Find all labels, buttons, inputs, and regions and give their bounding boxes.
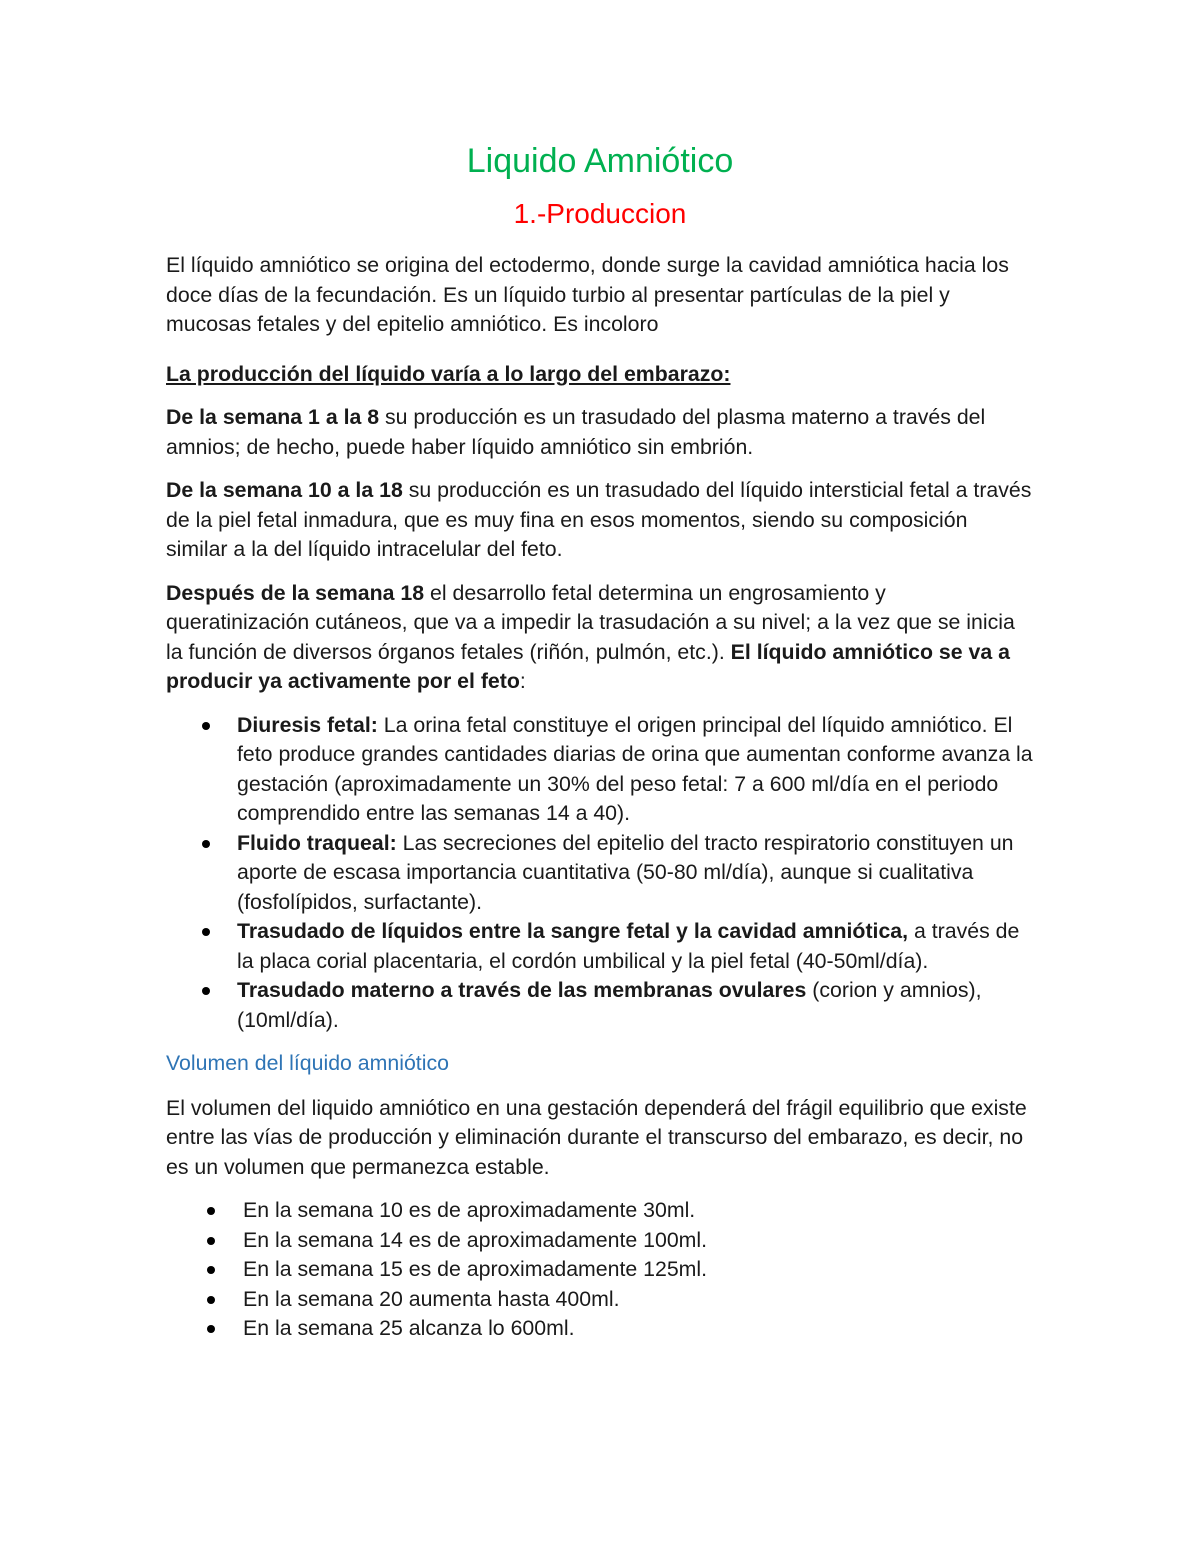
list-item-text: En la semana 15 es de aproximadamente 125ml. (243, 1257, 708, 1281)
list-item (237, 711, 1034, 829)
list-item-bold: Diuresis fetal: (237, 712, 378, 737)
list-item (243, 1196, 1034, 1226)
bullet-icon (202, 840, 210, 848)
paragraph-after-week-18-text: el desarrollo fetal determina un engrosamiento y queratinización cutáneos, que va a impedir la trasudación a su nivel; a la vez que se inicia la función de diversos órganos fetales (riñón, pulmón, etc.). (166, 580, 1015, 664)
production-heading: La producción del líquido varía a lo largo del embarazo: (166, 361, 731, 386)
list-item-bold: Trasudado de líquidos entre la sangre fetal y la cavidad amniótica, (237, 919, 909, 943)
bullet-icon (207, 1237, 215, 1245)
list-item-text: En la semana 20 aumenta hasta 400ml. (243, 1286, 620, 1311)
bullet-icon (207, 1325, 215, 1333)
paragraph-week-1-8-bold: De la semana 1 a la 8 (166, 405, 380, 429)
bullet-icon (207, 1296, 215, 1304)
bullet-icon (207, 1207, 215, 1215)
paragraph-week-10-18-bold: De la semana 10 a la 18 (166, 478, 403, 502)
paragraph-after-week-18 (166, 579, 1034, 697)
list-item (243, 1285, 1034, 1315)
bullet-icon (202, 987, 210, 995)
volume-section-title: Volumen del líquido amniótico (166, 1051, 449, 1075)
paragraph-week-1-8-text: su producción es un trasudado del plasma materno a través del amnios; de hecho, puede haber líquido amniótico sin embrión. (166, 405, 986, 459)
production-sources-list (166, 711, 1034, 1036)
volume-intro-paragraph: El volumen del liquido amniótico en una gestación dependerá del frágil equilibrio que existe entre las vías de producción y eliminación durante el transcurso del embarazo, es decir, no es un volumen que permanezca estable. (166, 1095, 1027, 1179)
list-item-bold: Fluido traqueal: (237, 830, 397, 855)
list-item-text: En la semana 10 es de aproximadamente 30ml. (243, 1198, 696, 1222)
list-item (243, 1255, 1034, 1285)
volume-list (166, 1196, 1034, 1344)
list-item (237, 829, 1034, 918)
list-item-text: En la semana 14 es de aproximadamente 100ml. (243, 1227, 708, 1252)
list-item (237, 917, 1034, 976)
bullet-icon (202, 928, 210, 936)
list-item-text: La orina fetal constituye el origen principal del líquido amniótico. El feto produce grandes cantidades diarias de orina que aumentan conforme avanza la gestación (aproximadamente un 30% del peso fetal: 7 a 600 ml/día en el periodo comprendido entre las semanas 14 a 40). (237, 712, 1033, 825)
list-item-text: (corion y amnios), (10ml/día). (237, 978, 982, 1032)
paragraph-after-week-18-bold: Después de la semana 18 (166, 580, 425, 605)
paragraph-after-week-18-end: : (519, 669, 526, 693)
paragraph-week-1-8 (166, 403, 1034, 462)
section-heading-produccion: 1.-Produccion (513, 198, 687, 229)
list-item (237, 976, 1034, 1035)
list-item-text: En la semana 25 alcanza lo 600ml. (243, 1316, 575, 1340)
paragraph-week-10-18 (166, 476, 1034, 565)
list-item-text: a través de la placa corial placentaria, el cordón umbilical y la piel fetal (40-50ml/día). (237, 919, 1020, 973)
paragraph-after-week-18-bold2: El líquido amniótico se va a producir ya activamente por el feto (166, 639, 1010, 693)
list-item-bold: Trasudado materno a través de las membranas ovulares (237, 978, 807, 1002)
document-title: Liquido Amniótico (466, 142, 734, 180)
bullet-icon (207, 1266, 215, 1274)
list-item (243, 1314, 1034, 1344)
paragraph-week-10-18-text: su producción es un trasudado del líquido intersticial fetal a través de la piel fetal inmadura, que es muy fina en esos momentos, siendo su composición similar a la del líquido intracelular del feto. (166, 478, 1032, 561)
list-item (243, 1226, 1034, 1256)
list-item-text: Las secreciones del epitelio del tracto respiratorio constituyen un aporte de escasa importancia cuantitativa (50-80 ml/día), aunque si cualitativa (fosfolípidos, surfactante). (237, 830, 1014, 914)
intro-paragraph: El líquido amniótico se origina del ectodermo, donde surge la cavidad amniótica hacia los doce días de la fecundación. Es un líquido turbio al presentar partículas de la piel y mucosas fetales y del epitelio amniótico. Es incoloro (166, 253, 1009, 336)
bullet-icon (202, 722, 210, 730)
